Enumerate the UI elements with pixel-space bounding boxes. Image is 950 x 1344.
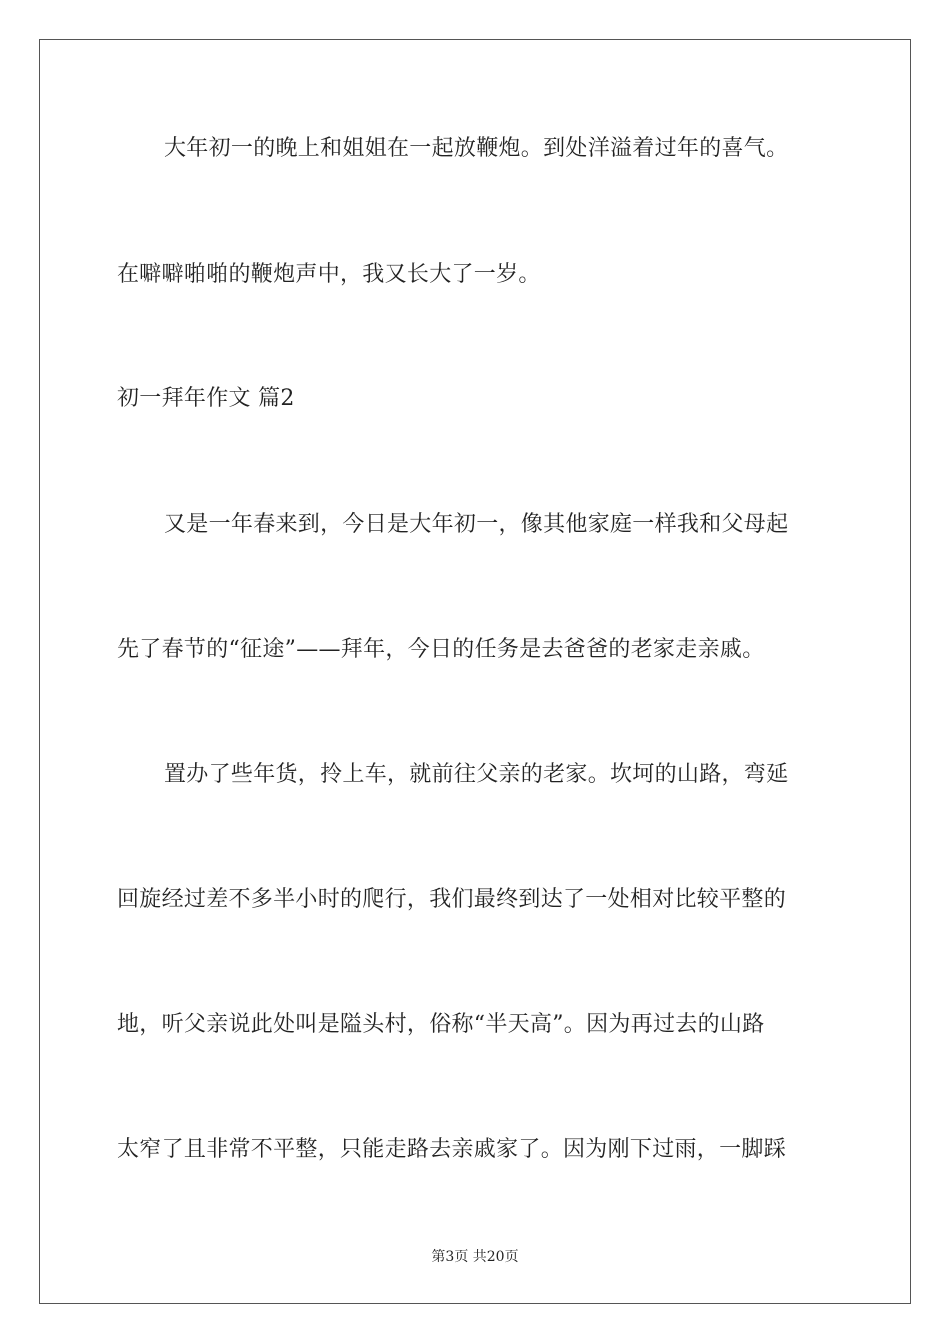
paragraph-line: 在噼噼啪啪的鞭炮声中，我又长大了一岁。 [117,262,541,287]
paragraph-line: 置办了些年货，拎上车，就前往父亲的老家。坎坷的山路，弯延 [164,762,789,787]
paragraph-line: 大年初一的晚上和姐姐在一起放鞭炮。到处洋溢着过年的喜气。 [164,136,789,161]
page-number-footer: 第3页 共20页 [431,1249,519,1265]
paragraph-line: 先了春节的“征途”——拜年，今日的任务是去爸爸的老家走亲戚。 [117,637,765,662]
paragraph-line: 回旋经过差不多半小时的爬行，我们最终到达了一处相对比较平整的 [117,887,787,912]
paragraph-line: 太窄了且非常不平整，只能走路去亲戚家了。因为刚下过雨，一脚踩 [117,1137,787,1162]
paragraph-line: 又是一年春来到，今日是大年初一，像其他家庭一样我和父母起 [164,512,789,537]
section-heading: 初一拜年作文 篇2 [117,386,295,411]
paragraph-line: 地，听父亲说此处叫是隘头村，俗称“半天高”。因为再过去的山路 [117,1012,765,1037]
page-border [39,39,911,1304]
